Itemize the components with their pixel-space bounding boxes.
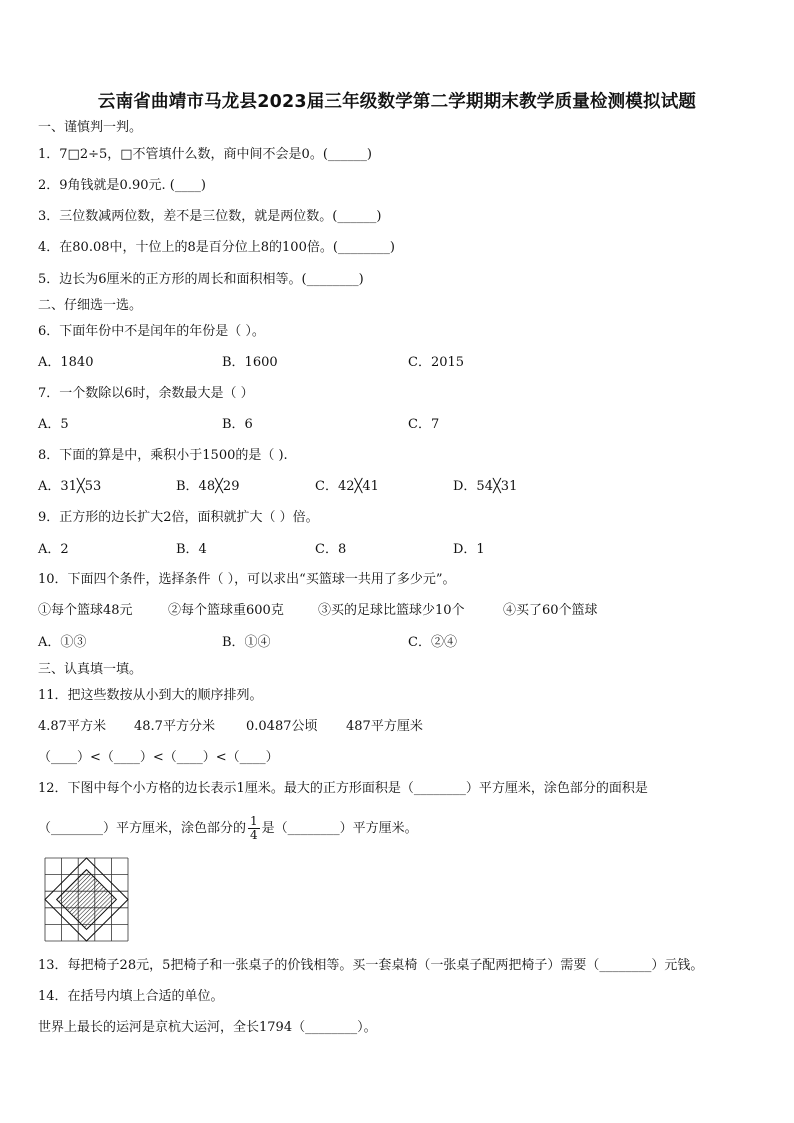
- question-8-option-a: A．31╳53: [38, 479, 102, 494]
- fraction-numerator: 1: [250, 814, 258, 828]
- question-10-condition-2: ②每个篮球重600克: [168, 603, 284, 618]
- section-3-heading: 三、认真填一填。: [38, 662, 143, 677]
- question-8-option-c: C．42╳41: [315, 479, 379, 494]
- question-7-option-c: C．7: [408, 417, 440, 432]
- question-9-option-c: C．8: [315, 542, 347, 557]
- question-11-value-4: 487平方厘米: [346, 719, 423, 734]
- question-11-value-1: 4.87平方米: [38, 719, 106, 734]
- question-2: 2．9角钱就是0.90元. (____): [38, 178, 206, 193]
- question-10-condition-4: ④买了60个篮球: [503, 603, 598, 618]
- question-9-option-d: D．1: [453, 542, 485, 557]
- question-12-line-1: 12．下图中每个小方格的边长表示1厘米。最大的正方形面积是（________）平方厘米，涂色部分的面积是: [38, 781, 648, 796]
- question-7-stem: 7．一个数除以6时，余数最大是（ ）: [38, 386, 254, 401]
- question-14-line: 世界上最长的运河是京杭大运河，全长1794（________）。: [38, 1020, 377, 1035]
- question-11-stem: 11．把这些数按从小到大的顺序排列。: [38, 688, 263, 703]
- question-1: 1．7□2÷5，□不管填什么数，商中间不会是0。(______): [38, 147, 372, 162]
- question-10-stem: 10．下面四个条件，选择条件（ ），可以求出“买篮球一共用了多少元”。: [38, 572, 456, 587]
- question-9-stem: 9．正方形的边长扩大2倍，面积就扩大（ ）倍。: [38, 510, 319, 525]
- question-8-stem: 8．下面的算是中，乘积小于1500的是（ ).: [38, 448, 288, 463]
- question-13: 13．每把椅子28元，5把椅子和一张桌子的价钱相等。买一套桌椅（一张桌子配两把椅子）需要（________）元钱。: [38, 958, 704, 973]
- question-11-value-2: 48.7平方分米: [134, 719, 215, 734]
- question-11-blanks: （____）<（____）<（____）<（____）: [38, 750, 279, 765]
- question-5: 5．边长为6厘米的正方形的周长和面积相等。(________): [38, 272, 364, 287]
- question-8-option-b: B．48╳29: [176, 479, 240, 494]
- page-title: 云南省曲靖市马龙县2023届三年级数学第二学期期末教学质量检测模拟试题: [97, 92, 697, 112]
- section-2-heading: 二、仔细选一选。: [38, 298, 143, 313]
- section-1-heading: 一、谨慎判一判。: [38, 120, 143, 135]
- question-12-line-2: [38, 815, 418, 842]
- question-8-option-d: D．54╳31: [453, 479, 518, 494]
- question-12-line-2-start: （________）平方厘米，涂色部分的: [38, 821, 247, 836]
- question-7-option-b: B．6: [222, 417, 253, 432]
- question-14-stem: 14．在括号内填上合适的单位。: [38, 989, 224, 1004]
- square-grid-figure: [44, 857, 130, 943]
- question-10-option-a: A．①③: [38, 635, 87, 650]
- question-10-condition-1: ①每个篮球48元: [38, 603, 133, 618]
- question-9-option-b: B．4: [176, 542, 207, 557]
- question-12-line-2-end: 是（________）平方厘米。: [261, 821, 418, 836]
- question-11-value-3: 0.0487公顷: [246, 719, 318, 734]
- question-10-option-c: C．②④: [408, 635, 457, 650]
- fraction-denominator: 4: [250, 828, 258, 842]
- question-7-option-a: A．5: [38, 417, 69, 432]
- question-10-condition-3: ③买的足球比篮球少10个: [318, 603, 465, 618]
- question-10-option-b: B．①④: [222, 635, 271, 650]
- question-4: 4．在80.08中，十位上的8是百分位上8的100倍。(________): [38, 240, 395, 255]
- question-6-option-c: C．2015: [408, 355, 465, 370]
- question-3: 3．三位数减两位数，差不是三位数，就是两位数。(______): [38, 209, 382, 224]
- question-6-option-a: A．1840: [38, 355, 94, 370]
- question-9-option-a: A．2: [38, 542, 69, 557]
- question-6-stem: 6．下面年份中不是闰年的年份是（ ）。: [38, 324, 265, 339]
- one-quarter-fraction: [248, 815, 260, 842]
- question-6-option-b: B．1600: [222, 355, 278, 370]
